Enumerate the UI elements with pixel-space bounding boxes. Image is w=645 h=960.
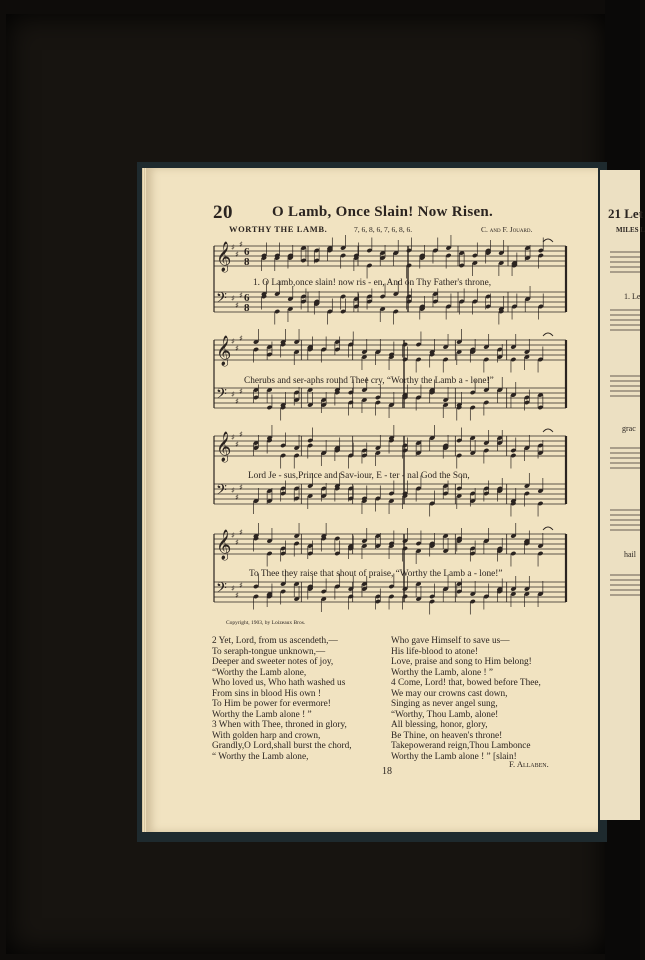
treble-clef-icon: 𝄞: [216, 242, 232, 272]
verse-line: All blessing, honor, glory,: [391, 720, 488, 730]
lyric-line: To Thee they raise that shout of praise, “Worthy the Lamb a - lone!”: [249, 569, 503, 579]
verses-right-column: [391, 636, 541, 762]
tune-name: WORTHY THE LAMB.: [229, 224, 328, 234]
next-hymn-lyric: grac: [622, 424, 636, 433]
fermata-icon: [543, 429, 553, 432]
svg-text:♯: ♯: [239, 528, 243, 537]
time-signature: 8: [244, 256, 250, 268]
svg-text:♯: ♯: [239, 387, 243, 396]
fermata-icon: [543, 239, 553, 242]
page-number: 18: [382, 766, 392, 777]
verse-line: 4 Come, Lord! that, bowed before Thee,: [391, 678, 541, 688]
lyric-line: Cherubs and ser-aphs round Thee cry, “Worthy the Lamb a - lone!”: [244, 376, 494, 386]
svg-text:♯: ♯: [235, 538, 239, 547]
verse-line: Takepowerand reign,Thou Lambonce: [391, 741, 531, 751]
hymn-title: O Lamb, Once Slain! Now Risen.: [272, 204, 494, 220]
svg-text:♯: ♯: [235, 397, 239, 406]
verse-line: With golden harp and crown,: [212, 730, 321, 741]
bass-clef-icon: 𝄢: [216, 386, 227, 406]
svg-text:♯: ♯: [235, 493, 239, 502]
verse-line: Worthy the Lamb alone ! ”: [212, 709, 312, 720]
hymn-number: 20: [213, 202, 233, 223]
svg-text:♯: ♯: [231, 243, 235, 252]
lyric-line: 1. O Lamb,once slain! now ris - en, And on Thy Father's throne,: [253, 278, 492, 288]
verse-line: 3 When with Thee, throned in glory,: [212, 720, 347, 730]
svg-text:♯: ♯: [239, 334, 243, 343]
svg-text:♯: ♯: [235, 344, 239, 353]
svg-text:♯: ♯: [231, 294, 235, 303]
next-hymn-lyric: hail: [624, 550, 636, 559]
next-hymn-lyric: 1. Le: [624, 292, 641, 301]
verse-line: Grandly,O Lord,shall burst the chord,: [212, 741, 352, 751]
time-signature: 6: [244, 246, 250, 258]
next-hymn-number: 21 Let: [608, 206, 644, 221]
verse-line: Worthy the Lamb alone ! ” [slain!: [391, 751, 517, 762]
svg-text:♯: ♯: [231, 433, 235, 442]
hymn-meter: 7, 6, 8, 6, 7, 6, 8, 6.: [354, 225, 413, 234]
treble-clef-icon: 𝄞: [216, 336, 232, 366]
bass-clef-icon: 𝄢: [216, 482, 227, 502]
fermata-icon: [543, 333, 553, 336]
composer-credit: C. and F. Jouard.: [481, 225, 533, 234]
verse-line: Who loved us, Who hath washed us: [212, 678, 346, 688]
verse-line: “Worthy the Lamb alone,: [212, 667, 307, 678]
svg-text:♯: ♯: [231, 531, 235, 540]
bass-clef-icon: 𝄢: [216, 290, 227, 310]
verse-line: Worthy the Lamb, alone ! ”: [391, 667, 493, 678]
verse-line: “Worthy, Thou Lamb, alone!: [391, 709, 499, 720]
svg-text:♯: ♯: [239, 581, 243, 590]
svg-text:♯: ♯: [231, 486, 235, 495]
treble-clef-icon: 𝄞: [216, 530, 232, 560]
verse-line: To Him be power for evermore!: [212, 699, 331, 709]
svg-text:♯: ♯: [239, 430, 243, 439]
next-hymn-tune: MILES L: [616, 226, 645, 234]
author-credit: F. Allaben.: [509, 759, 549, 769]
svg-text:♯: ♯: [235, 591, 239, 600]
verse-line: His life-blood to atone!: [391, 646, 479, 657]
verse-line: From sins in blood His own !: [212, 688, 321, 699]
verses-left-column: [212, 636, 352, 762]
verse-line: To seraph-tongue unknown,—: [212, 646, 326, 657]
verse-line: 2 Yet, Lord, from us ascendeth,—: [212, 636, 338, 646]
time-signature: 6: [244, 292, 250, 304]
svg-text:♯: ♯: [239, 291, 243, 300]
fermata-icon: [543, 527, 553, 530]
svg-text:♯: ♯: [239, 240, 243, 249]
svg-text:♯: ♯: [231, 390, 235, 399]
verse-line: Singing as never angel sung,: [391, 699, 498, 709]
verse-line: Who gave Himself to save us—: [391, 636, 510, 646]
verse-line: “ Worthy the Lamb alone,: [212, 751, 309, 762]
svg-text:♯: ♯: [231, 337, 235, 346]
verse-line: Deeper and sweeter notes of joy,: [212, 657, 334, 667]
svg-text:♯: ♯: [239, 483, 243, 492]
lyric-line: Lord Je - sus,Prince and Sav-iour, E - ter - nal God the Son,: [248, 471, 470, 481]
time-signature: 8: [244, 302, 250, 314]
copyright-notice: Copyright, 1903, by Loizeaux Bros.: [226, 620, 306, 626]
bass-clef-icon: 𝄢: [216, 580, 227, 600]
verse-line: Be Thine, on heaven's throne!: [391, 730, 503, 741]
treble-clef-icon: 𝄞: [216, 432, 232, 462]
verse-line: We may our crowns cast down,: [391, 688, 508, 699]
svg-text:♯: ♯: [235, 301, 239, 310]
svg-text:♯: ♯: [235, 440, 239, 449]
svg-text:♯: ♯: [231, 584, 235, 593]
verse-line: Love, praise and song to Him belong!: [391, 657, 532, 667]
svg-text:♯: ♯: [235, 250, 239, 259]
